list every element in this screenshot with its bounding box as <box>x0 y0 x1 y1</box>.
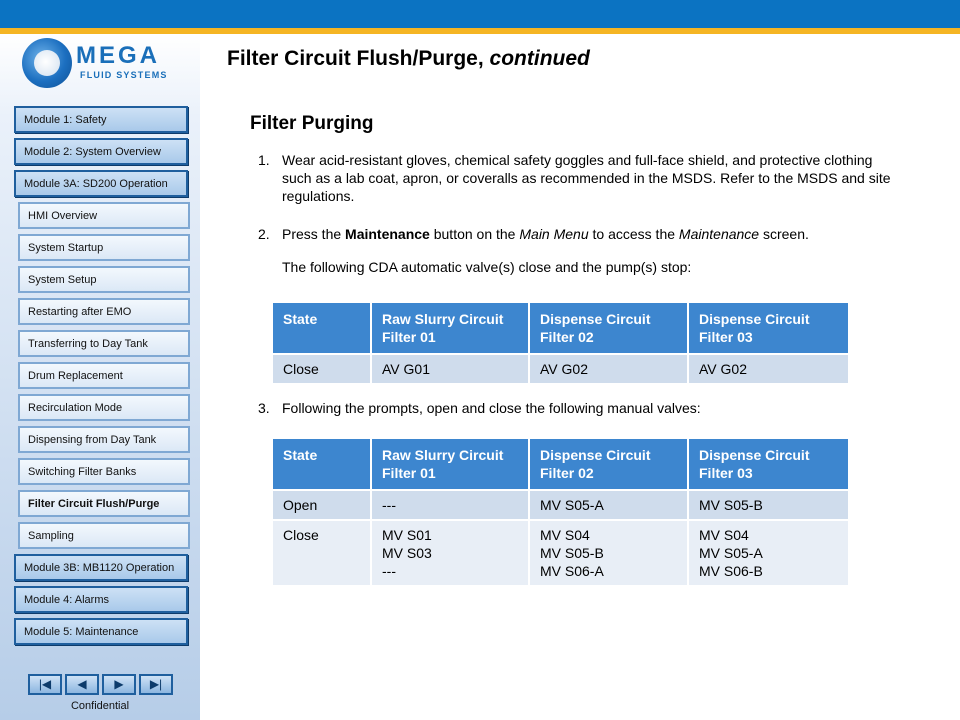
step-text-part: screen. <box>759 226 809 242</box>
page-navigation <box>28 674 174 696</box>
sidebar-item-sampling[interactable]: Sampling <box>18 522 190 549</box>
table-row <box>273 354 848 383</box>
sidebar-item-switching-filter-banks[interactable]: Switching Filter Banks <box>18 458 190 485</box>
sidebar-item-module-3a-sd200-operation[interactable]: Module 3A: SD200 Operation <box>14 170 188 197</box>
table-header: Dispense Circuit Filter 03 <box>688 303 848 354</box>
step-number: 2. <box>258 226 270 242</box>
previous-page-icon: ◀ <box>77 677 87 691</box>
next-page-button[interactable] <box>102 674 136 695</box>
valve-id: MV S05-B <box>540 545 604 561</box>
sidebar-item-restarting-after-emo[interactable]: Restarting after EMO <box>18 298 190 325</box>
logo-subtitle: FLUID SYSTEMS <box>80 70 168 80</box>
valve-id: MV S05-A <box>699 545 763 561</box>
section-title: Filter Purging <box>250 113 374 134</box>
table-header: State <box>273 439 371 490</box>
logo <box>20 38 180 90</box>
sidebar-item-module-4-alarms[interactable]: Module 4: Alarms <box>14 586 188 613</box>
step-text <box>282 225 892 243</box>
manual-valves-table <box>273 439 848 585</box>
table-header: State <box>273 303 371 354</box>
confidential-label: Confidential <box>70 700 130 712</box>
last-page-icon: ▶| <box>149 677 163 691</box>
valve-id: --- <box>382 563 396 579</box>
table-cell: AV G02 <box>688 354 848 383</box>
table-cell: Open <box>273 490 371 520</box>
top-bar <box>0 0 960 28</box>
table-cell: AV G02 <box>529 354 688 383</box>
logo-name: MEGA <box>76 42 160 69</box>
sidebar-item-module-5-maintenance[interactable]: Module 5: Maintenance <box>14 618 188 645</box>
table-header: Dispense Circuit Filter 02 <box>529 303 688 354</box>
main-menu-ref: Main Menu <box>519 226 589 242</box>
page-title-main: Filter Circuit Flush/Purge, <box>227 47 490 70</box>
step-text-part: button on the <box>429 226 520 242</box>
sidebar-item-module-1-safety[interactable]: Module 1: Safety <box>14 106 188 133</box>
table-row <box>273 490 848 520</box>
valve-id: MV S04 <box>699 527 749 543</box>
table-cell <box>688 520 848 585</box>
table-cell: Close <box>273 354 371 383</box>
table-cell: Close <box>273 520 371 585</box>
table-header: Raw Slurry Circuit Filter 01 <box>371 439 529 490</box>
step-text: Wear acid-resistant gloves, chemical safety goggles and full-face shield, and protective clothing such as a lab coat, apron, or coveralls as recommended in the MSDS. Refer to the MSDS and site regulations. <box>282 152 891 204</box>
maintenance-screen-ref: Maintenance <box>678 226 760 242</box>
table-header: Dispense Circuit Filter 03 <box>688 439 848 490</box>
sidebar-item-module-3b-mb1120-operation[interactable]: Module 3B: MB1120 Operation <box>14 554 188 581</box>
step-number: 3. <box>258 400 270 416</box>
sidebar-item-drum-replacement[interactable]: Drum Replacement <box>18 362 190 389</box>
valve-id: MV S06-A <box>540 563 604 579</box>
step-2-note: The following CDA automatic valve(s) close and the pump(s) stop: <box>282 259 692 275</box>
logo-globe-icon <box>22 38 72 88</box>
step-text-part: Press the <box>282 226 346 242</box>
sidebar-item-system-startup[interactable]: System Startup <box>18 234 190 261</box>
valve-id: MV S01 <box>382 527 432 543</box>
table-cell: MV S05-A <box>529 490 688 520</box>
valve-id: MV S06-B <box>699 563 763 579</box>
page-title-continued: continued <box>489 47 590 70</box>
step-text-part: to access the <box>588 226 679 242</box>
sidebar-item-module-2-system-overview[interactable]: Module 2: System Overview <box>14 138 188 165</box>
page-title <box>227 47 590 71</box>
sidebar-item-transferring-to-day-tank[interactable]: Transferring to Day Tank <box>18 330 190 357</box>
table-cell: --- <box>371 490 529 520</box>
table-row <box>273 520 848 585</box>
last-page-button[interactable] <box>139 674 173 695</box>
valve-id: MV S04 <box>540 527 590 543</box>
table-cell <box>529 520 688 585</box>
next-page-icon: ▶ <box>114 677 124 691</box>
table-header: Raw Slurry Circuit Filter 01 <box>371 303 529 354</box>
previous-page-button[interactable] <box>65 674 99 695</box>
table-cell: AV G01 <box>371 354 529 383</box>
sidebar-item-dispensing-from-day-tank[interactable]: Dispensing from Day Tank <box>18 426 190 453</box>
sidebar-item-filter-circuit-flush-purge[interactable]: Filter Circuit Flush/Purge <box>18 490 190 517</box>
table-cell <box>371 520 529 585</box>
first-page-button[interactable] <box>28 674 62 695</box>
maintenance-button-ref: Maintenance <box>345 226 430 242</box>
sidebar-item-recirculation-mode[interactable]: Recirculation Mode <box>18 394 190 421</box>
automatic-valves-table <box>273 303 848 383</box>
table-header: Dispense Circuit Filter 02 <box>529 439 688 490</box>
first-page-icon: |◀ <box>38 677 52 691</box>
step-number: 1. <box>258 152 270 168</box>
step-text: Following the prompts, open and close the following manual valves: <box>282 400 701 416</box>
sidebar-item-hmi-overview[interactable]: HMI Overview <box>18 202 190 229</box>
sidebar-item-system-setup[interactable]: System Setup <box>18 266 190 293</box>
valve-id: MV S03 <box>382 545 432 561</box>
table-cell: MV S05-B <box>688 490 848 520</box>
